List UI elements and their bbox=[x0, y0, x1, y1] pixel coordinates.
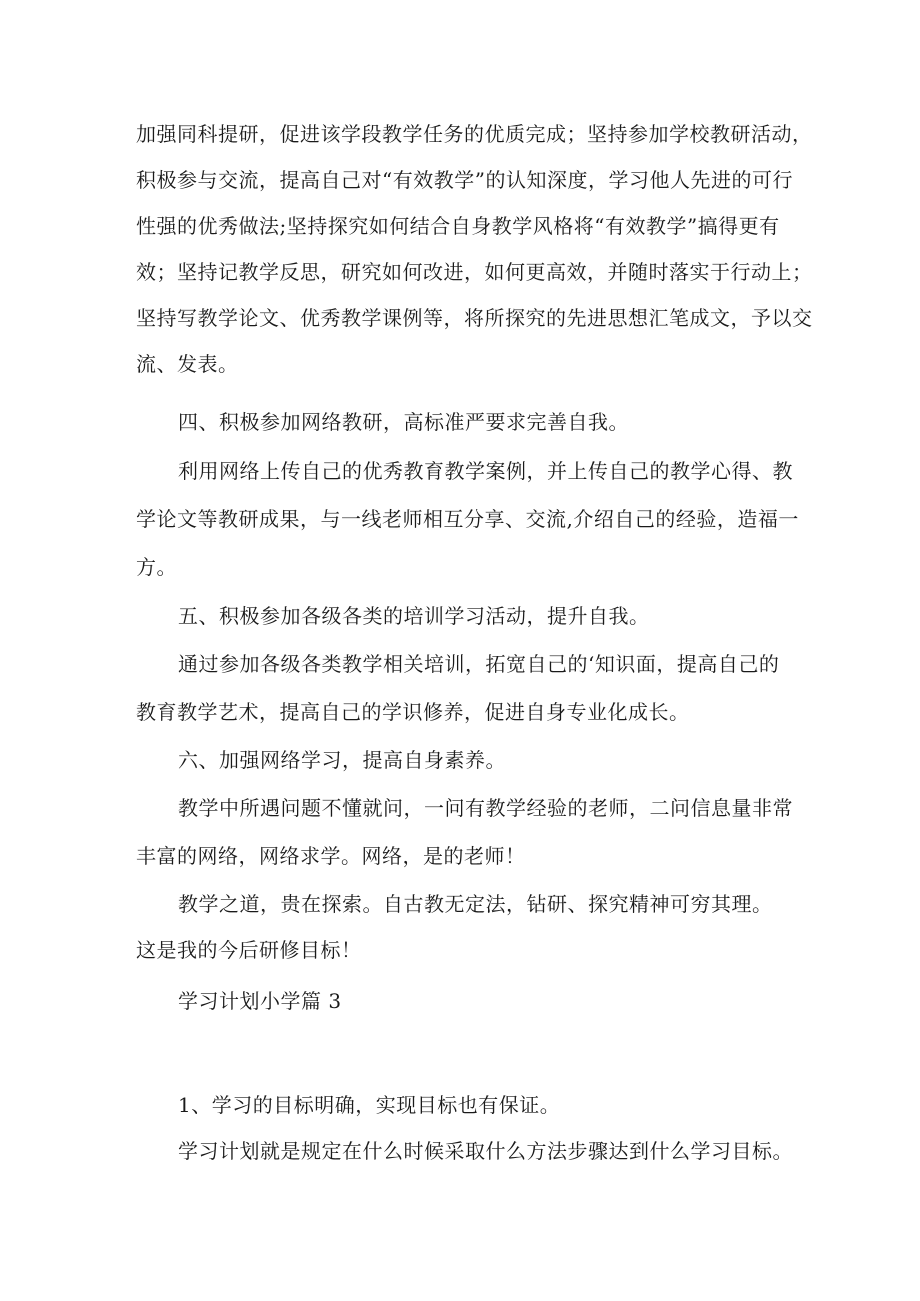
paragraph-line: 教学中所遇问题不懂就问，一问有教学经验的老师，二问信息量非常 bbox=[178, 796, 793, 820]
paragraph-line: 通过参加各级各类教学相关培训，拓宽自己的‘知识面，提高自己的 bbox=[178, 652, 780, 676]
section-title: 学习计划小学篇 3 bbox=[178, 989, 342, 1013]
paragraph-line: 效；坚持记教学反思，研究如何改进，如何更高效，并随时落实于行动上； bbox=[136, 260, 813, 284]
section-heading-4: 四、积极参加网络教研，高标准严要求完善自我。 bbox=[178, 410, 629, 434]
paragraph-line: 加强同科提研，促进该学段教学任务的优质完成；坚持参加学校教研活动， bbox=[136, 122, 813, 146]
paragraph-line: 积极参与交流，提高自己对“有效教学”的认知深度，学习他人先进的可行 bbox=[136, 168, 793, 192]
paragraph-line: 坚持写教学论文、优秀教学课例等，将所探究的先进思想汇笔成文，予以交 bbox=[136, 306, 813, 330]
list-item-heading: 1、学习的目标明确，实现目标也有保证。 bbox=[178, 1093, 561, 1117]
section-heading-5: 五、积极参加各级各类的培训学习活动，提升自我。 bbox=[178, 604, 650, 628]
paragraph-line: 流、发表。 bbox=[136, 352, 239, 376]
paragraph-line: 学论文等教研成果，与一线老师相互分享、交流,介绍自己的经验，造福一 bbox=[136, 507, 799, 531]
paragraph-line: 方。 bbox=[136, 555, 177, 579]
section-heading-6: 六、加强网络学习，提高自身素养。 bbox=[178, 748, 506, 772]
paragraph-line: 教学之道，贵在探索。自古教无定法，钻研、探究精神可穷其理。 bbox=[178, 892, 773, 916]
paragraph-line: 学习计划就是规定在什么时候采取什么方法步骤达到什么学习目标。 bbox=[178, 1139, 793, 1163]
paragraph-line: 性强的优秀做法;坚持探究如何结合自身教学风格将“有效教学”搞得更有 bbox=[136, 214, 780, 238]
paragraph-line: 这是我的今后研修目标！ bbox=[136, 938, 362, 962]
paragraph-line: 丰富的网络，网络求学。网络，是的老师！ bbox=[136, 844, 526, 868]
paragraph-line: 教育教学艺术，提高自己的学识修养，促进自身专业化成长。 bbox=[136, 700, 690, 724]
paragraph-line: 利用网络上传自己的优秀教育教学案例，并上传自己的教学心得、教 bbox=[178, 459, 793, 483]
